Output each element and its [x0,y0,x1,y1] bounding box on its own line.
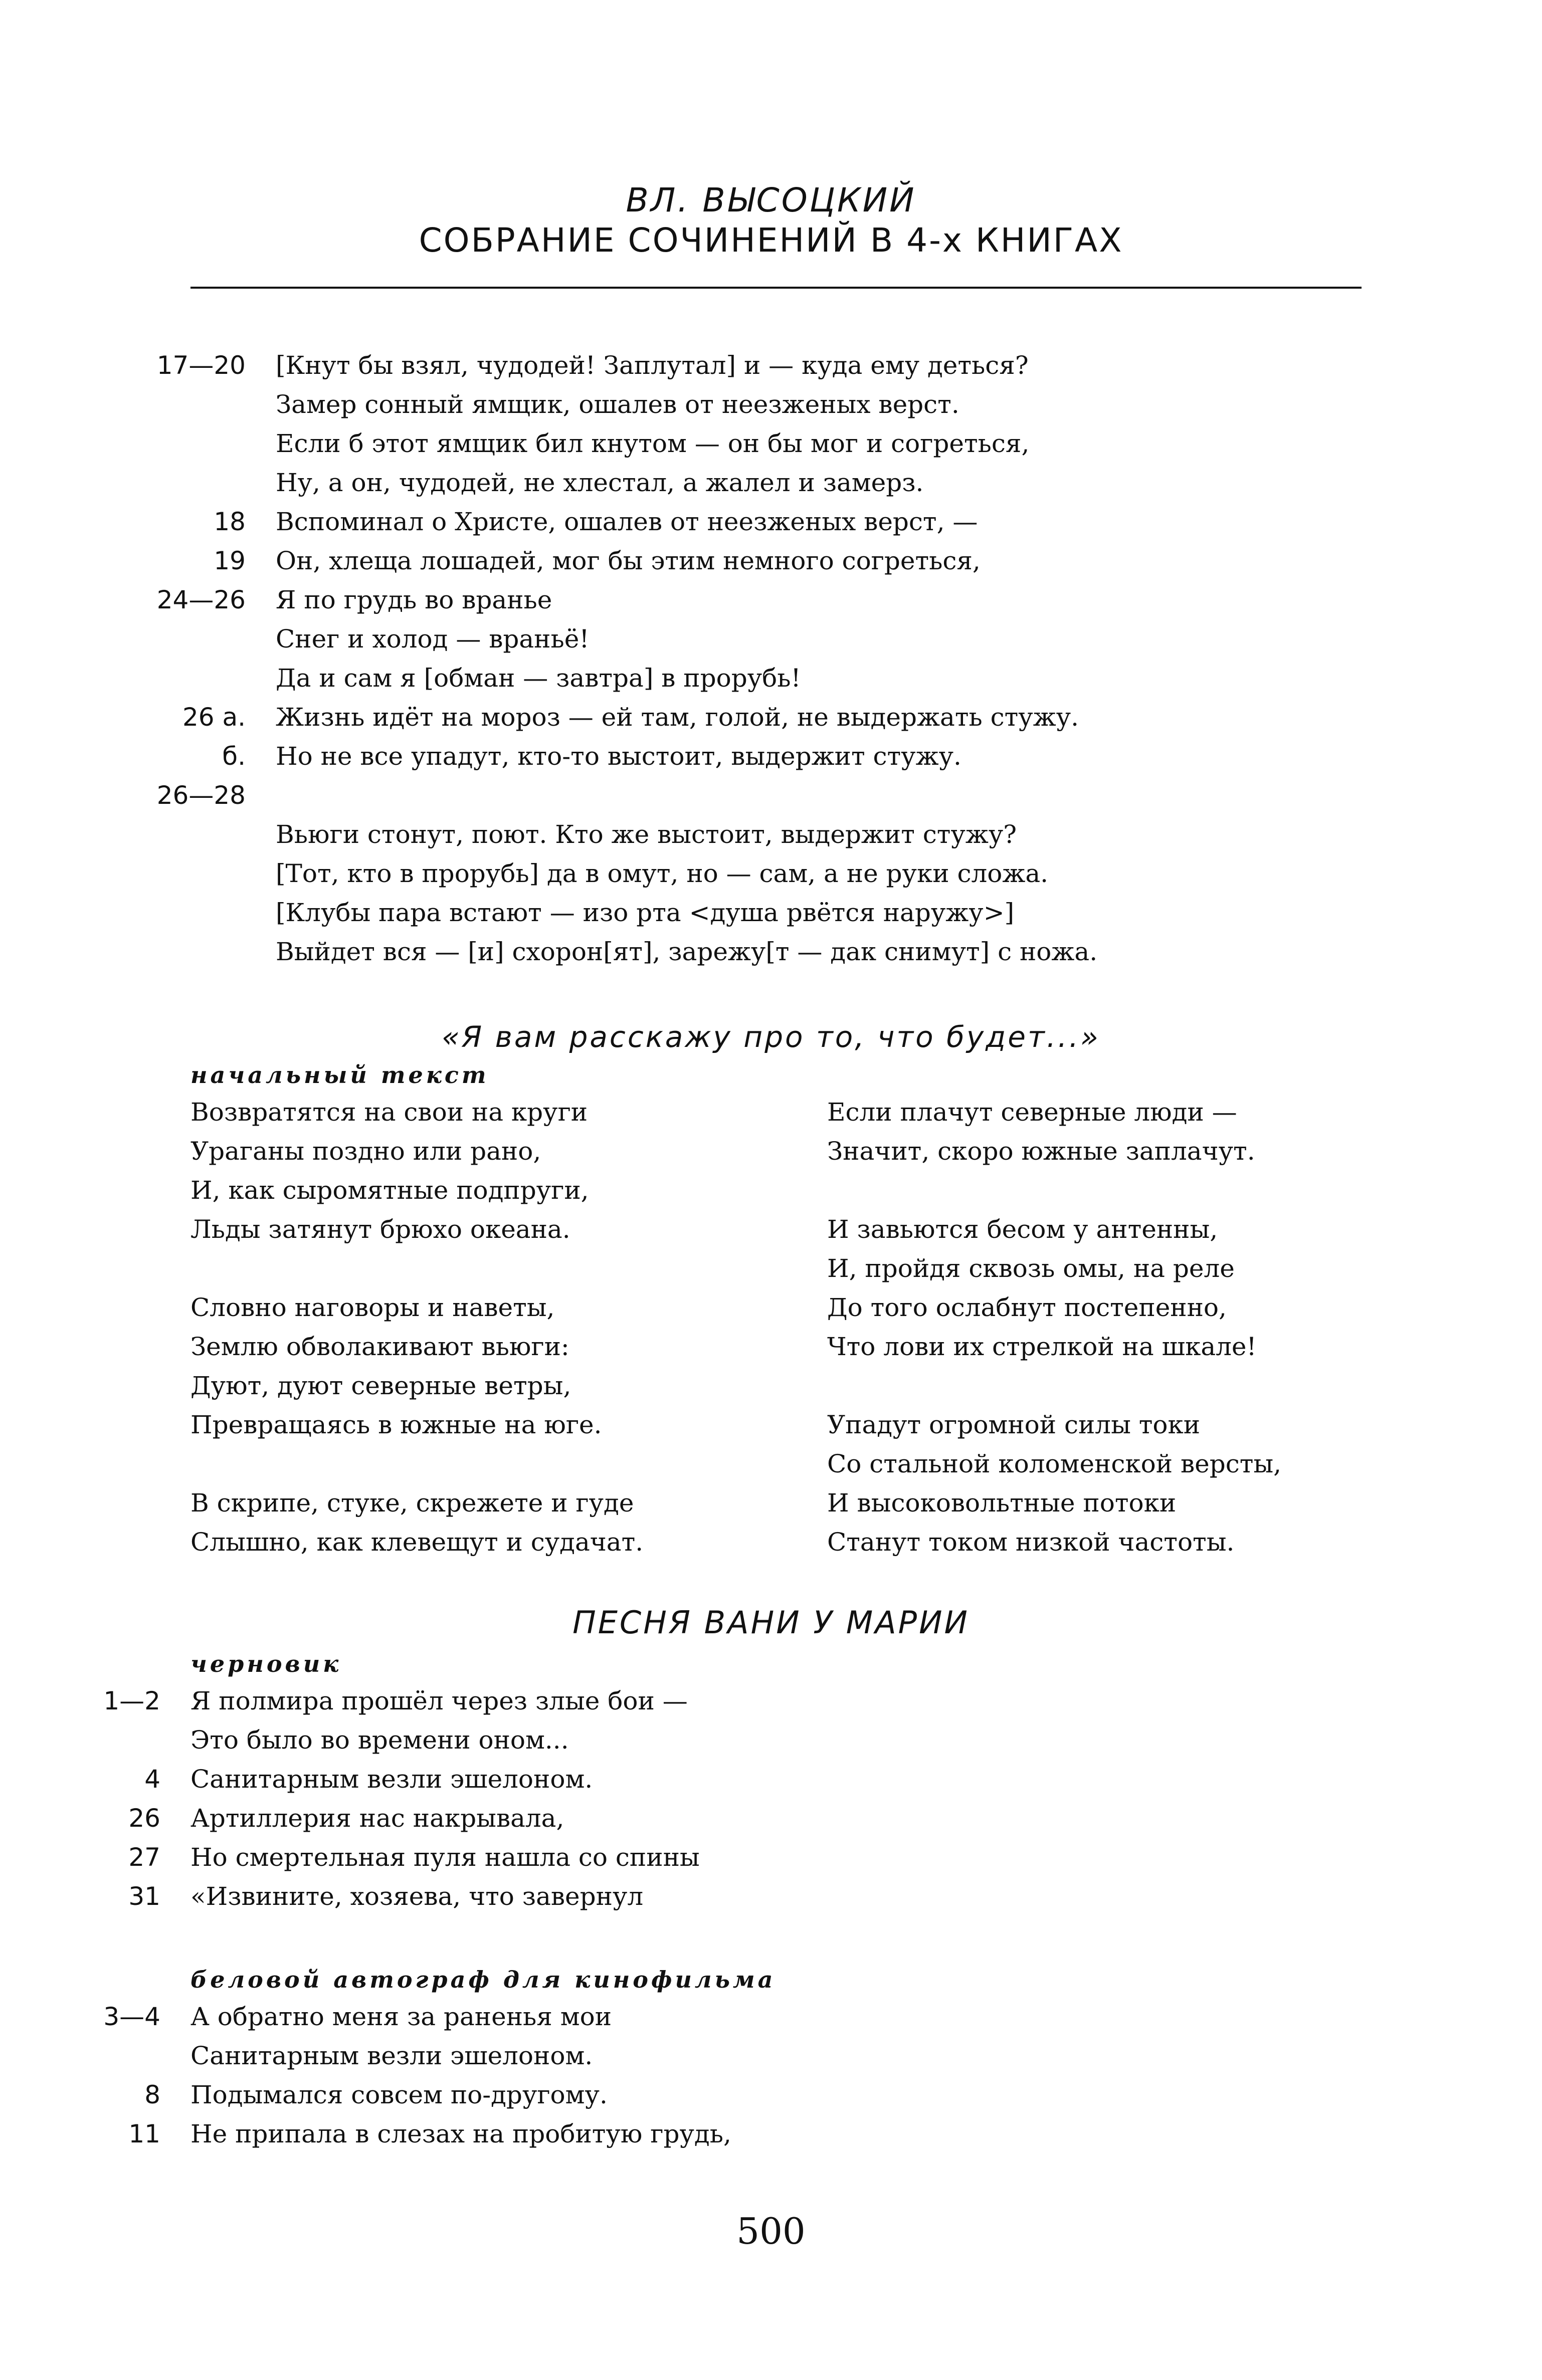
line-text: Замер сонный ямщик, ошалев от неезженых верст. [276,390,959,419]
verse-line [80,776,1484,815]
verse-line [0,2036,1399,2075]
verse-line: И высоковольтные потоки [827,1488,1177,1518]
verse-line: Словно наговоры и наветы, [190,1293,555,1322]
variant-lines-section [80,346,1484,971]
line-text: Жизнь идёт на мороз — ей там, голой, не выдержать стужу. [276,703,1079,732]
line-text: Вьюги стонут, поют. Кто же выстоит, выдержит стужу? [276,820,1017,849]
line-text: Но смертельная пуля нашла со спины [190,1843,700,1872]
verse-line [0,2114,1399,2153]
poem-right-column [827,1093,1281,1562]
verse-line [0,1799,1399,1838]
verse-line [0,1760,1399,1799]
verse-line: Дуют, дуют северные ветры, [190,1371,571,1400]
line-number: 4 [144,1765,160,1794]
verse-line [0,1720,1399,1760]
autograph-lines [0,1997,1399,2153]
line-number: 26 а. [182,703,246,732]
verse-line [80,424,1484,463]
verse-line: Если плачут северные люди — [827,1098,1237,1127]
line-number: 8 [144,2080,160,2109]
book-title: СОБРАНИЕ СОЧИНЕНИЙ В 4-х КНИГАХ [419,221,1123,260]
line-number: 11 [128,2119,160,2148]
stanza-gap [190,1444,643,1483]
verse-line [80,698,1484,737]
verse-line: Упадут огромной силы токи [827,1410,1201,1439]
draft-lines [0,1681,1399,1916]
line-number: 18 [214,507,246,536]
draft-label: черновик [190,1650,342,1677]
stanza-gap [827,1171,1281,1210]
verse-line: Землю обволакивают вьюги: [190,1332,569,1361]
line-text: Ну, а он, чудодей, не хлестал, а жалел и замерз. [276,468,924,497]
variant-label: начальный текст [190,1061,489,1089]
verse-line: Значит, скоро южные заплачут. [827,1137,1255,1166]
verse-line [80,580,1484,619]
line-number: 17—20 [156,351,246,380]
verse-line [0,1877,1399,1916]
verse-line [80,659,1484,698]
verse-line: Слышно, как клевещут и судачат. [190,1528,644,1557]
line-text: Вспоминал о Христе, ошалев от неезженых верст, — [276,507,978,536]
verse-line: И, пройдя сквозь омы, на реле [827,1254,1235,1283]
line-text: [Кнут бы взял, чудодей! Заплутал] и — куда ему деться? [276,351,1029,380]
autograph-label: беловой автограф для кинофильма [190,1966,776,1993]
line-text: «Извините, хозяева, что завернул [190,1882,644,1911]
line-text: Санитарным везли эшелоном. [190,1765,593,1794]
line-text: А обратно меня за раненья мои [190,2002,612,2031]
verse-line [80,854,1484,893]
verse-line: Возвратятся на свои на круги [190,1098,588,1127]
line-number: б. [222,742,246,771]
verse-line: Превращаясь в южные на юге. [190,1410,602,1439]
verse-line: Льды затянут брюхо океана. [190,1215,570,1244]
verse-line: Что лови их стрелкой на шкале! [827,1332,1257,1361]
line-text: Да и сам я [обман — завтра] в прорубь! [276,664,801,693]
verse-line: И завьются бесом у антенны, [827,1215,1218,1244]
line-number: 31 [128,1882,160,1911]
verse-line [80,463,1484,502]
line-number: 26 [128,1804,160,1833]
line-number: 1—2 [103,1686,160,1715]
verse-line [80,502,1484,541]
verse-line: Станут током низкой частоты. [827,1528,1235,1557]
line-text: Снег и холод — враньё! [276,624,590,654]
verse-line [80,541,1484,580]
verse-line: До того ослабнут постепенно, [827,1293,1227,1322]
verse-line [80,619,1484,659]
page-header [0,180,1542,261]
line-number: 3—4 [103,2002,160,2031]
header-rule [190,287,1362,289]
line-text: Если б этот ямщик бил кнутом — он бы мог и согреться, [276,429,1030,458]
verse-line [0,1681,1399,1720]
verse-line: И, как сыромятные подпруги, [190,1176,589,1205]
line-text: Он, хлеща лошадей, мог бы этим немного согреться, [276,546,981,575]
verse-line: В скрипе, стуке, скрежете и гуде [190,1488,634,1518]
stanza-gap [190,1249,643,1288]
line-text: Я по грудь во вранье [276,585,552,614]
verse-line [80,737,1484,776]
verse-line [0,1838,1399,1877]
page-number: 500 [736,2210,806,2252]
verse-line: Со стальной коломенской версты, [827,1449,1282,1478]
song-title: ПЕСНЯ ВАНИ У МАРИИ [572,1604,970,1641]
line-text: Это было во времени оном... [190,1725,569,1755]
verse-line [0,2075,1399,2114]
verse-line: Ураганы поздно или рано, [190,1137,541,1166]
line-number: 19 [214,546,246,575]
poem-title: «Я вам расскажу про то, что будет...» [442,1020,1100,1054]
line-number: 26—28 [156,781,246,810]
verse-line [80,893,1484,932]
stanza-gap [827,1366,1281,1405]
verse-line [80,346,1484,385]
verse-line [0,1997,1399,2036]
line-text: Санитарным везли эшелоном. [190,2041,593,2070]
line-text: Артиллерия нас накрывала, [190,1804,564,1833]
line-number: 27 [128,1843,160,1872]
line-text: [Тот, кто в прорубь] да в омут, но — сам, а не руки сложа. [276,859,1049,888]
line-text: Не припала в слезах на пробитую грудь, [190,2119,731,2148]
line-number: 24—26 [156,585,246,614]
verse-line [80,932,1484,971]
line-text: Я полмира прошёл через злые бои — [190,1686,688,1715]
line-text: Но не все упадут, кто-то выстоит, выдержит стужу. [276,742,961,771]
verse-line [80,385,1484,424]
author-name: ВЛ. ВЫСОЦКИЙ [626,181,916,220]
line-text: Выйдет вся — [и] схорон[ят], зарежу[т — дак снимут] с ножа. [276,937,1098,966]
line-text: [Клубы пара встают — изо рта <душа рвётся наружу>] [276,898,1015,927]
line-text: Подымался совсем по-другому. [190,2080,608,2109]
poem-left-column [190,1093,643,1562]
verse-line [80,815,1484,854]
